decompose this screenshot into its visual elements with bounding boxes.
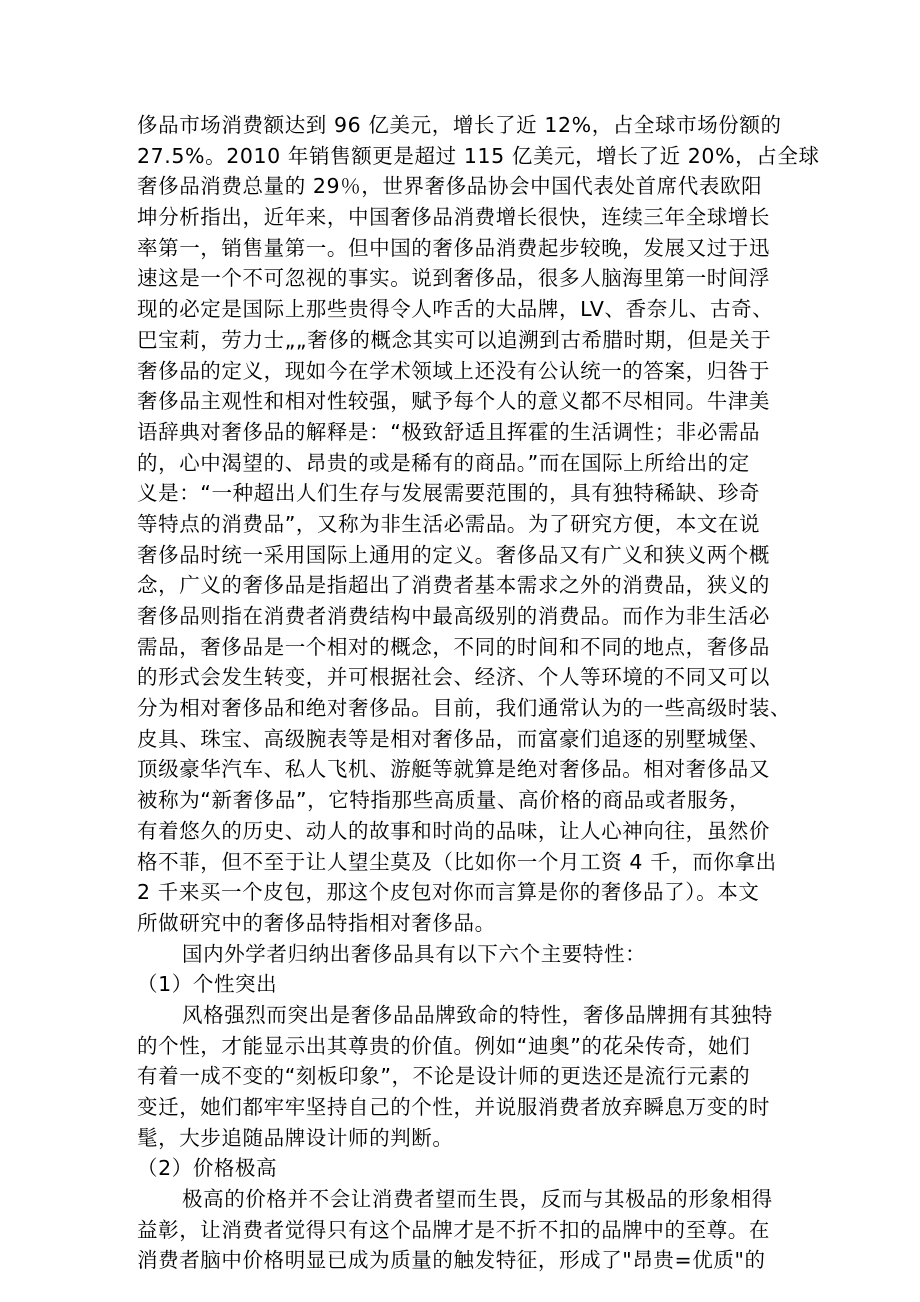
section-1-line: 的个性，才能显示出其尊贵的价值。例如“迪奥”的花朵传奇，她们 [137,1033,751,1058]
paragraph-line: 格不菲，但不至于让人望尘莫及（比如你一个月工资 4 千，而你拿出 [137,849,777,874]
paragraph-line: 速这是一个不可忽视的事实。说到奢侈品，很多人脑海里第一时间浮 [137,266,770,291]
paragraph-line: 27.5%。2010 年销售额更是超过 115 亿美元，增长了近 20%，占全球 [137,143,820,168]
section-2-line: 益彰，让消费者觉得只有这个品牌才是不折不扣的品牌中的至尊。在 [137,1217,770,1242]
paragraph-line: 念，广义的奢侈品是指超出了消费者基本需求之外的消费品，狭义的 [137,573,770,598]
paragraph-line: 所做研究中的奢侈品特指相对奢侈品。 [137,910,496,935]
section-2-line: 极高的价格并不会让消费者望而生畏，反而与其极品的形象相得 [182,1187,773,1212]
section-heading-2: （2）价格极高 [137,1156,278,1181]
paragraph-line: 语辞典对奢侈品的解释是：“极致舒适且挥霍的生活调性；非必需品 [137,419,761,444]
paragraph-line: 奢侈品的定义，现如今在学术领域上还没有公认统一的答案，归咎于 [137,358,770,383]
paragraph-line: 顶级豪华汽车、私人飞机、游艇等就算是绝对奢侈品。相对奢侈品又 [137,757,770,782]
section-1-line: 变迁，她们都牢牢坚持自己的个性，并说服消费者放弃瞬息万变的时 [137,1095,770,1119]
document-body [137,110,820,1276]
paragraph-line: 侈品市场消费额达到 96 亿美元，增长了近 12%，占全球市场份额的 [137,113,782,137]
section-heading-1: （1）个性突出 [137,972,278,997]
paragraph-line: 率第一，销售量第一。但中国的奢侈品消费起步较晚，发展又过于迅 [137,235,770,260]
paragraph-line: 被称为“新奢侈品”，它特指那些高质量、高价格的商品或者服务， [137,788,751,813]
paragraph-line: 皮具、珠宝、高级腕表等是相对奢侈品，而富豪们追逐的别墅城堡、 [137,726,770,751]
paragraph-line: 2 千来买一个皮包，那这个皮包对你而言算是你的奢侈品了）。本文 [137,880,760,905]
paragraph-line: 现的必定是国际上那些贵得令人咋舌的大品牌，LV、香奈儿、古奇、 [137,297,774,322]
paragraph-line: 的，心中渴望的、昂贵的或是稀有的商品。”而在国际上所给出的定 [137,450,750,475]
paragraph-line: 坤分析指出，近年来，中国奢侈品消费增长很快，连续三年全球增长 [137,205,770,230]
section-2-line: 消费者脑中价格明显已成为质量的触发特征，形成了"昂贵=优质"的 [137,1248,766,1273]
paragraph-line: 需品，奢侈品是一个相对的概念，不同的时间和不同的地点，奢侈品 [137,634,770,659]
paragraph-line: 巴宝莉，劳力士„„奢侈的概念其实可以追溯到古希腊时期，但是关于 [137,327,772,352]
paragraph-line: 奢侈品消费总量的 29％，世界奢侈品协会中国代表处首席代表欧阳 [137,174,763,199]
paragraph-line: 义是：“一种超出人们生存与发展需要范围的，具有独特稀缺、珍奇 [137,481,761,506]
paragraph-line: 奢侈品时统一采用国际上通用的定义。奢侈品又有广义和狭义两个概 [137,542,770,567]
paragraph-line: 奢侈品主观性和相对性较强，赋予每个人的意义都不尽相同。牛津美 [137,389,770,414]
section-1-line: 风格强烈而突出是奢侈品品牌致命的特性，奢侈品牌拥有其独特 [182,1002,773,1027]
paragraph-line: 分为相对奢侈品和绝对奢侈品。目前，我们通常认为的一些高级时装、 [137,696,792,721]
section-1-line: 有着一成不变的“刻板印象”，不论是设计师的更迭还是流行元素的 [137,1064,751,1089]
paragraph-line: 有着悠久的历史、动人的故事和时尚的品味，让人心神向往，虽然价 [137,818,770,843]
paragraph-line: 等特点的消费品”，又称为非生活必需品。为了研究方便，本文在说 [137,511,761,536]
paragraph-line: 的形式会发生转变，并可根据社会、经济、个人等环境的不同又可以 [137,665,770,690]
paragraph-line: 奢侈品则指在消费者消费结构中最高级别的消费品。而作为非生活必 [137,604,770,628]
intro-line: 国内外学者归纳出奢侈品具有以下六个主要特性： [182,941,647,966]
section-1-line: 髦，大步追随品牌设计师的判断。 [137,1125,454,1150]
